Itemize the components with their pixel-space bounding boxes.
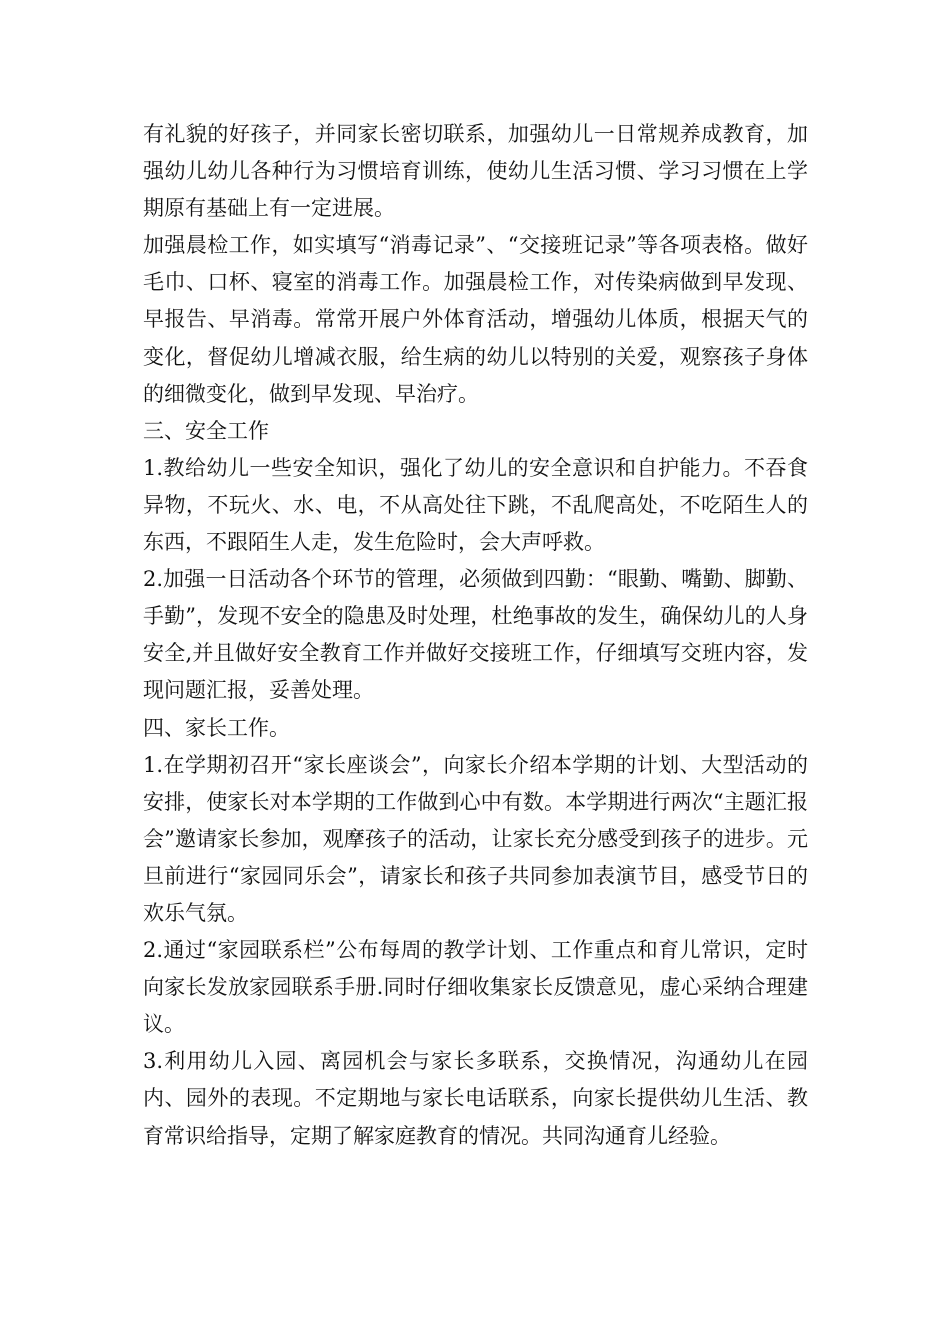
- document-body: [143, 116, 808, 1155]
- section-heading-safety: 三、安全工作: [143, 418, 269, 443]
- paragraph-parents-1: 1.在学期初召开“家长座谈会”，向家长介绍本学期的计划、大型活动的安排，使家长对本学期的工作做到心中有数。本学期进行两次“主题汇报会”邀请家长参加，观摩孩子的活动，让家长充分感受到孩子的进步。元旦前进行“家园同乐会”，请家长和孩子共同参加表演节目，感受节日的欢乐气氛。: [143, 752, 808, 925]
- paragraph-health-check: 加强晨检工作，如实填写“消毒记录”、“交接班记录”等各项表格。做好毛巾、口杯、寝室的消毒工作。加强晨检工作，对传染病做到早发现、早报告、早消毒。常常开展户外体育活动，增强幼儿体质，根据天气的变化，督促幼儿增减衣服，给生病的幼儿以特别的关爱，观察孩子身体的细微变化，做到早发现、早治疗。: [143, 233, 808, 406]
- paragraph-safety-1: 1.教给幼儿一些安全知识，强化了幼儿的安全意识和自护能力。不吞食异物，不玩火、水、电，不从高处往下跳，不乱爬高处，不吃陌生人的东西，不跟陌生人走，发生危险时，会大声呼救。: [143, 455, 808, 555]
- paragraph-habits: 有礼貌的好孩子，并同家长密切联系，加强幼儿一日常规养成教育，加强幼儿幼儿各种行为习惯培育训练，使幼儿生活习惯、学习习惯在上学期原有基础上有一定进展。: [143, 122, 808, 221]
- paragraph-parents-2: 2.通过“家园联系栏”公布每周的教学计划、工作重点和育儿常识，定时向家长发放家园联系手册.同时仔细收集家长反馈意见，虚心采纳合理建议。: [143, 938, 808, 1037]
- section-heading-parents: 四、家长工作。: [143, 715, 290, 740]
- paragraph-parents-3: 3.利用幼儿入园、离园机会与家长多联系，交换情况，沟通幼儿在园内、园外的表现。不定期地与家长电话联系，向家长提供幼儿生活、教育常识给指导，定期了解家庭教育的情况。共同沟通育儿经验。: [143, 1049, 808, 1148]
- paragraph-safety-2: 2.加强一日活动各个环节的管理，必须做到四勤：“眼勤、嘴勤、脚勤、手勤”，发现不安全的隐患及时处理，杜绝事故的发生，确保幼儿的人身安全,并且做好安全教育工作并做好交接班工作，仔细填写交班内容，发现问题汇报，妥善处理。: [143, 567, 808, 703]
